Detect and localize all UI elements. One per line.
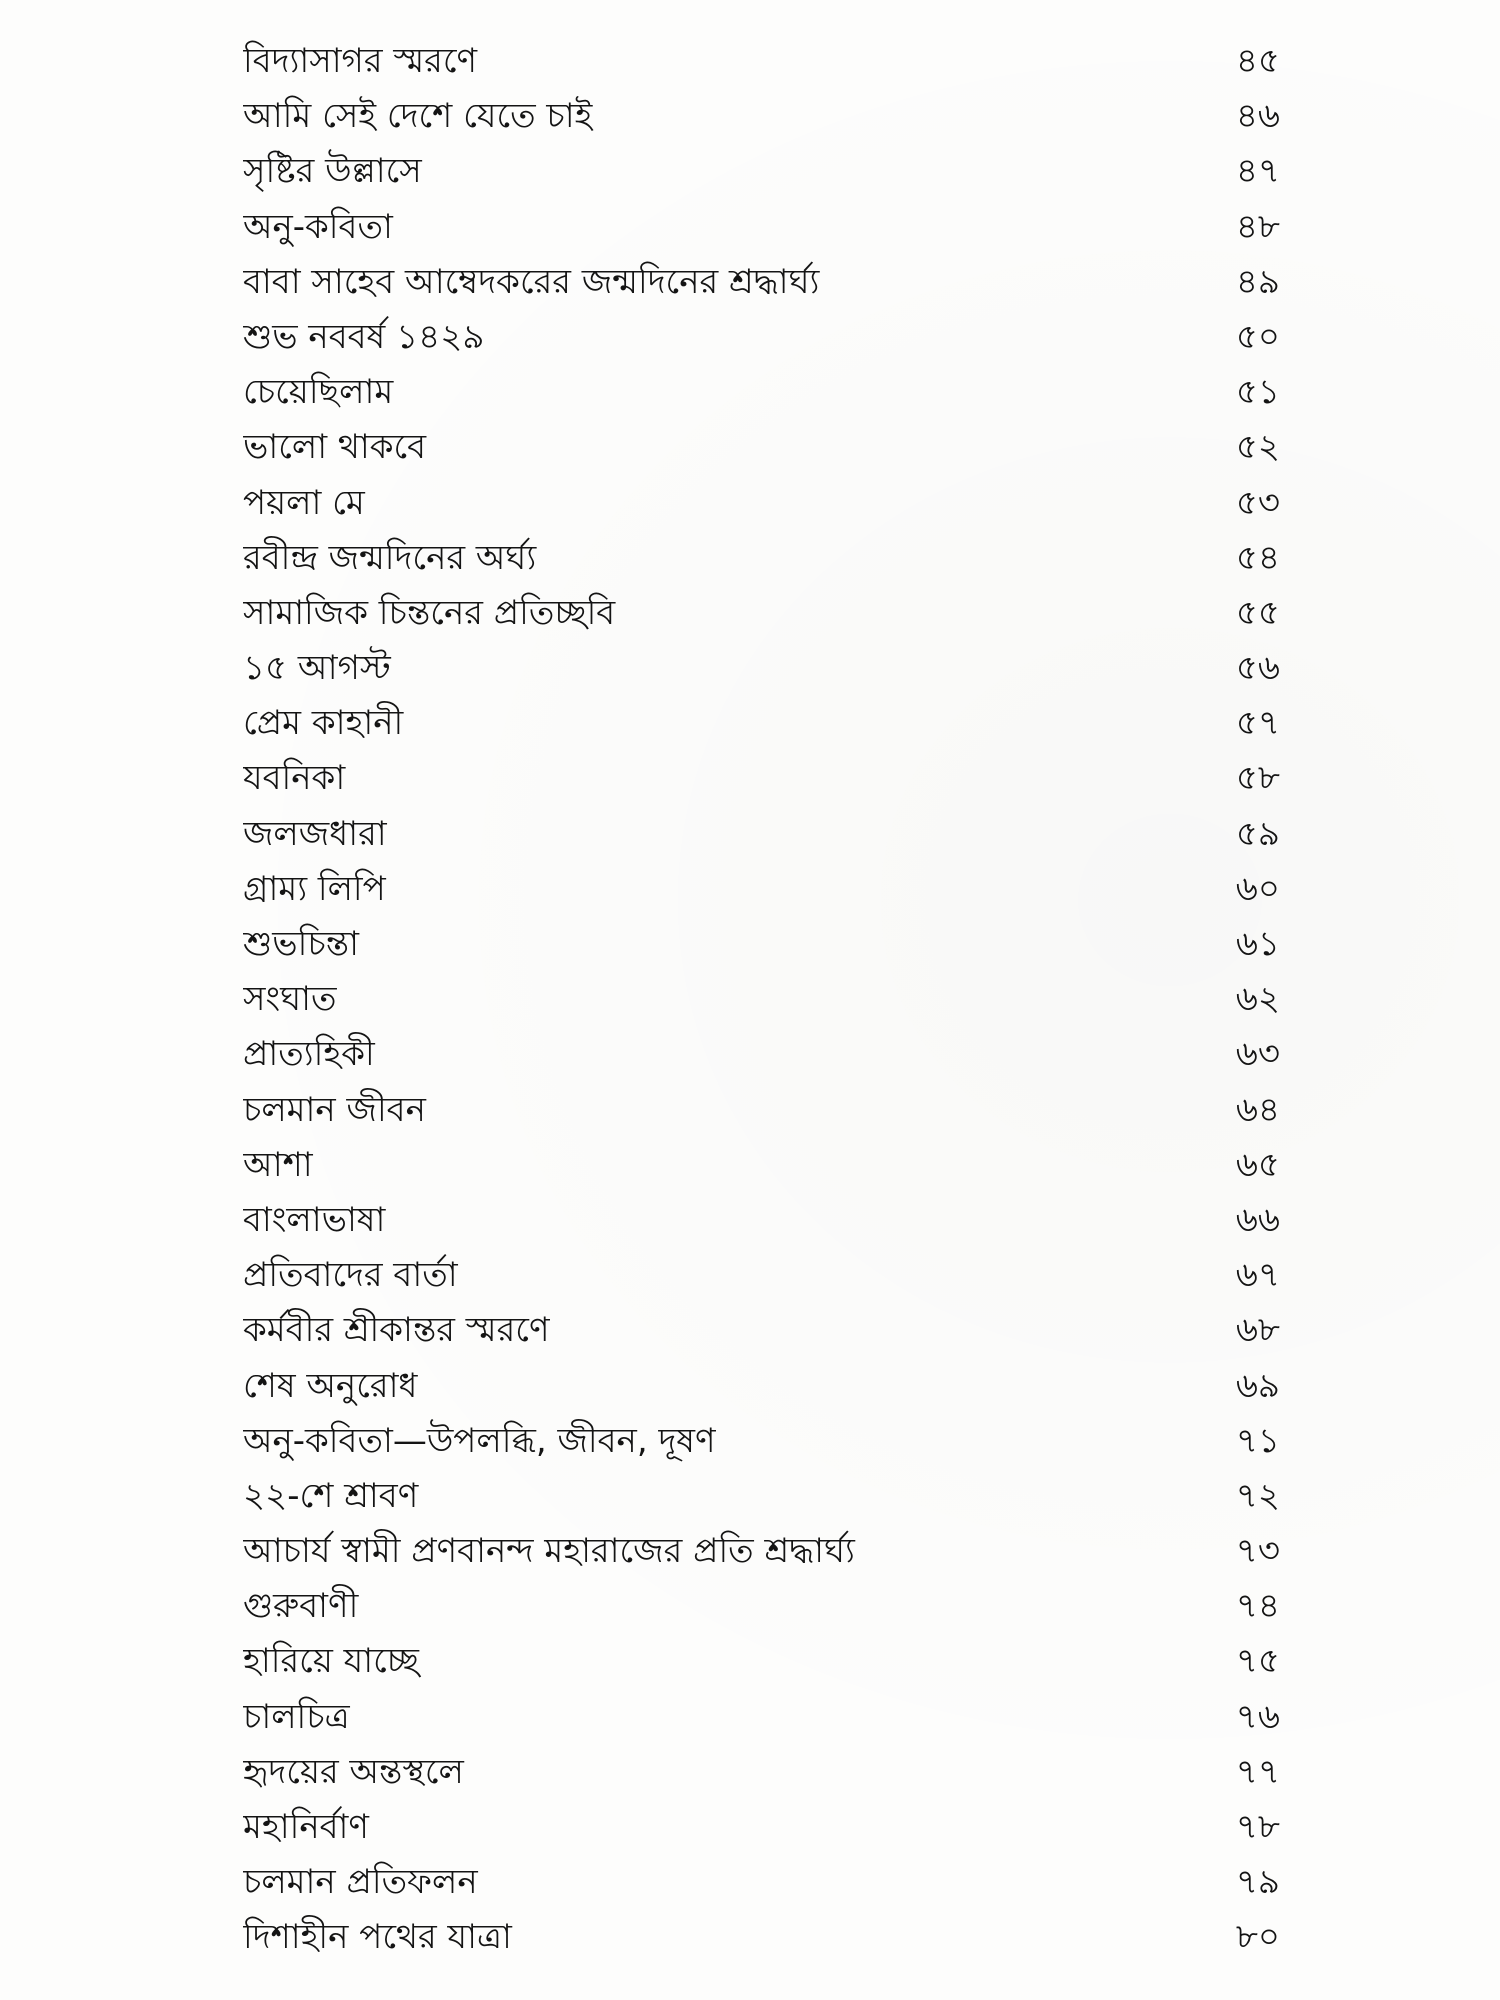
toc-entry [243, 696, 1280, 751]
toc-entry [243, 144, 1280, 199]
toc-entry-page-number: ৬০ [1235, 868, 1280, 909]
toc-entry-title: অনু-কবিতা [243, 206, 393, 247]
toc-entry [243, 1469, 1280, 1524]
toc-entry-page-number: ৬৫ [1235, 1144, 1280, 1185]
toc-entry [243, 1414, 1280, 1469]
toc-entry-page-number: ৫৮ [1235, 758, 1280, 799]
toc-entry-page-number: ৬৮ [1235, 1310, 1280, 1351]
toc-entry [243, 1027, 1280, 1082]
toc-entry [243, 200, 1280, 255]
toc-entry [243, 1855, 1280, 1910]
toc-entry-page-number: ৫২ [1235, 427, 1280, 468]
toc-entry [243, 641, 1280, 696]
toc-entry-page-number: ৫৩ [1235, 482, 1280, 523]
toc-entry-page-number: ৬২ [1235, 979, 1280, 1020]
toc-entry [243, 1359, 1280, 1414]
toc-entry-title: ১৫ আগস্ট [243, 648, 391, 689]
toc-entry-page-number: ৪৫ [1235, 41, 1280, 81]
toc-entry-title: চলমান প্রতিফলন [243, 1862, 478, 1903]
toc-entry-page-number: ৫১ [1235, 372, 1280, 413]
toc-entry [243, 365, 1280, 420]
toc-entry-page-number: ৬৪ [1235, 1089, 1280, 1130]
toc-entry-title: মহানির্বাণ [243, 1807, 369, 1847]
toc-entry-title: আচার্য স্বামী প্রণবানন্দ মহারাজের প্রতি শ্রদ্ধার্ঘ্য [243, 1531, 855, 1572]
toc-entry-page-number: ৬৭ [1235, 1255, 1280, 1296]
toc-entry-page-number: ৪৬ [1235, 96, 1280, 137]
toc-entry-title: সংঘাত [243, 979, 337, 1020]
toc-entry-page-number: ৫৪ [1235, 537, 1280, 578]
toc-entry [243, 1690, 1280, 1745]
toc-entry [243, 1910, 1280, 1965]
toc-entry [243, 1800, 1280, 1855]
toc-entry-page-number: ৭৪ [1235, 1586, 1280, 1627]
toc-entry [243, 420, 1280, 475]
toc-entry-page-number: ৭৮ [1235, 1807, 1280, 1847]
toc-entry [243, 1303, 1280, 1358]
toc-entry-page-number: ৫৯ [1235, 813, 1280, 854]
toc-entry-page-number: ৬৬ [1235, 1199, 1280, 1240]
toc-entry [243, 1745, 1280, 1800]
toc-entry-page-number: ৭৬ [1235, 1696, 1280, 1737]
toc-entry [243, 807, 1280, 862]
toc-entry-title: কর্মবীর শ্রীকান্তর স্মরণে [243, 1310, 550, 1351]
toc-entry-title: জলজধারা [243, 813, 387, 854]
toc-entry-title: হারিয়ে যাচ্ছে [243, 1641, 419, 1682]
toc-entry-page-number: ৭৫ [1235, 1641, 1280, 1682]
toc-entry-page-number: ৭৯ [1235, 1862, 1280, 1903]
toc-entry-title: সৃষ্টির উল্লাসে [243, 151, 422, 192]
toc-entry [243, 917, 1280, 972]
toc-entry-title: প্রাত্যহিকী [243, 1034, 375, 1075]
toc-entry-title: শুভ নববর্ষ ১৪২৯ [243, 316, 485, 357]
toc-entry-page-number: ৮০ [1235, 1917, 1280, 1958]
toc-entry-title: বাংলাভাষা [243, 1199, 386, 1240]
toc-entry-page-number: ৭১ [1235, 1420, 1280, 1461]
toc-entry [243, 476, 1280, 531]
toc-entry [243, 1634, 1280, 1689]
toc-entry-page-number: ৭৭ [1235, 1751, 1280, 1792]
toc-entry-title: হৃদয়ের অন্তস্থলে [243, 1751, 464, 1792]
toc-entry-title: শেষ অনুরোধ [243, 1365, 418, 1406]
toc-entry-title: প্রেম কাহানী [243, 703, 404, 744]
toc-entry-page-number: ৭২ [1235, 1475, 1280, 1516]
toc-entry-title: সামাজিক চিন্তনের প্রতিচ্ছবি [243, 592, 616, 633]
toc-entry-title: ২২-শে শ্রাবণ [243, 1475, 419, 1516]
toc-entry [243, 1083, 1280, 1138]
toc-entry [243, 34, 1280, 89]
toc-entry [243, 310, 1280, 365]
toc-entry-page-number: ৬১ [1235, 924, 1280, 964]
toc-entry-title: আমি সেই দেশে যেতে চাই [243, 96, 593, 137]
toc-entry-title: আশা [243, 1144, 313, 1185]
toc-entry-page-number: ৭৩ [1235, 1531, 1280, 1572]
toc-entry-title: চেয়েছিলাম [243, 372, 394, 413]
toc-entry [243, 1524, 1280, 1579]
toc-entry-page-number: ৫৬ [1235, 648, 1280, 689]
toc-entry-title: বিদ্যাসাগর স্মরণে [243, 41, 478, 81]
toc-entry-title: ভালো থাকবে [243, 427, 427, 468]
toc-entry [243, 972, 1280, 1027]
toc-entry-title: দিশাহীন পথের যাত্রা [243, 1917, 512, 1958]
toc-entry-page-number: ৪৭ [1235, 151, 1280, 192]
toc-entry-page-number: ৫৭ [1235, 703, 1280, 744]
toc-entry-page-number: ৬৩ [1235, 1034, 1280, 1075]
toc-entry-title: গুরুবাণী [243, 1586, 359, 1627]
toc-entry-page-number: ৪৯ [1235, 261, 1280, 302]
toc-entry-title: শুভচিন্তা [243, 924, 359, 964]
toc-entry-page-number: ৪৮ [1235, 206, 1280, 247]
toc-entry-title: রবীন্দ্র জন্মদিনের অর্ঘ্য [243, 537, 537, 578]
toc-entry [243, 586, 1280, 641]
toc-entry [243, 255, 1280, 310]
toc-entry-title: চালচিত্র [243, 1696, 350, 1737]
toc-entry [243, 751, 1280, 806]
toc-entry [243, 1138, 1280, 1193]
toc-entry-title: প্রতিবাদের বার্তা [243, 1255, 458, 1296]
toc-entry-title: বাবা সাহেব আম্বেদকরের জন্মদিনের শ্রদ্ধার্ঘ্য [243, 261, 820, 302]
toc-entry [243, 89, 1280, 144]
toc-entry-page-number: ৬৯ [1235, 1365, 1280, 1406]
toc-entry-title: পয়লা মে [243, 482, 365, 523]
table-of-contents [243, 34, 1280, 1966]
toc-entry-title: চলমান জীবন [243, 1089, 426, 1130]
toc-entry-title: যবনিকা [243, 758, 346, 799]
toc-entry [243, 1579, 1280, 1634]
toc-entry [243, 1193, 1280, 1248]
toc-entry [243, 531, 1280, 586]
toc-entry [243, 862, 1280, 917]
toc-entry-page-number: ৫৫ [1235, 592, 1280, 633]
toc-entry-title: অনু-কবিতা—উপলব্ধি, জীবন, দূষণ [243, 1420, 716, 1461]
toc-entry-title: গ্রাম্য লিপি [243, 868, 386, 909]
toc-entry-page-number: ৫০ [1235, 316, 1280, 357]
toc-entry [243, 1248, 1280, 1303]
